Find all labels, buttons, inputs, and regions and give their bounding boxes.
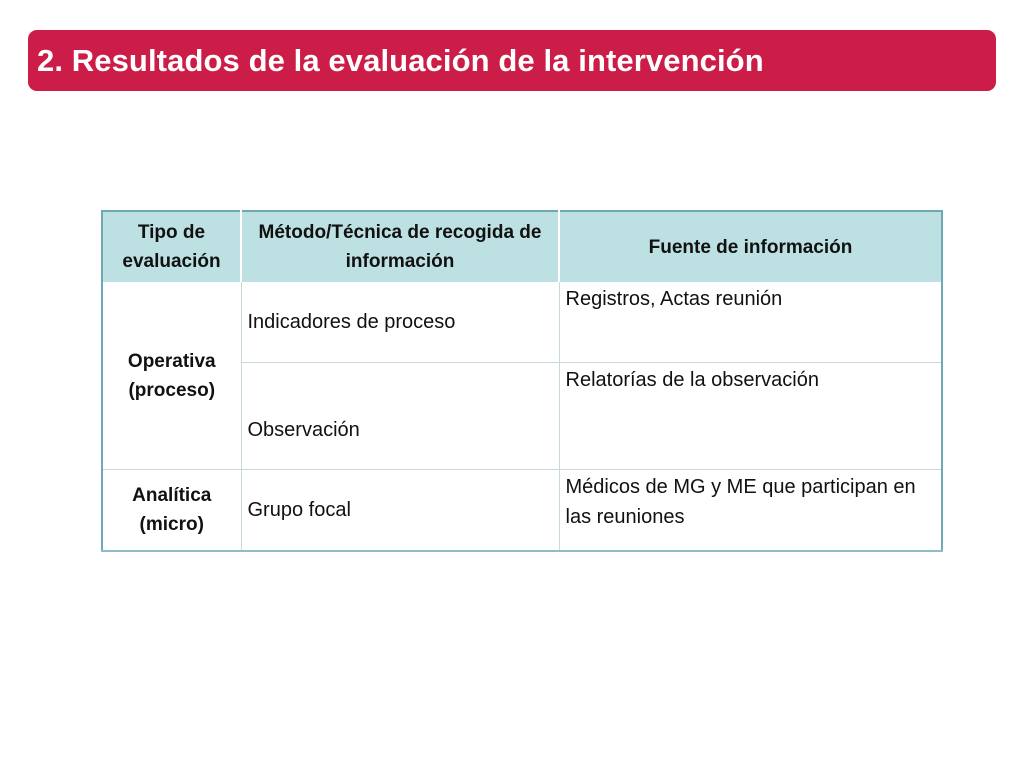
evaluation-table <box>101 210 943 552</box>
table-row <box>102 282 942 363</box>
tipo-cell-operativa: Operativa (proceso) <box>102 282 241 470</box>
tipo-cell-analitica: Analítica (micro) <box>102 470 241 552</box>
fuente-cell: Relatorías de la observación <box>559 363 942 470</box>
table-header-row <box>102 211 942 282</box>
fuente-cell: Médicos de MG y ME que participan en las reuniones <box>559 470 942 552</box>
metodo-cell: Observación <box>241 363 559 470</box>
title-bar <box>28 30 996 91</box>
slide-title: 2. Resultados de la evaluación de la intervención <box>37 43 764 78</box>
metodo-cell: Grupo focal <box>241 470 559 552</box>
header-metodo: Método/Técnica de recogida de información <box>241 211 559 282</box>
header-fuente: Fuente de información <box>559 211 942 282</box>
metodo-cell: Indicadores de proceso <box>241 282 559 363</box>
fuente-cell: Registros, Actas reunión <box>559 282 942 363</box>
header-tipo: Tipo de evaluación <box>102 211 241 282</box>
table-row <box>102 470 942 552</box>
